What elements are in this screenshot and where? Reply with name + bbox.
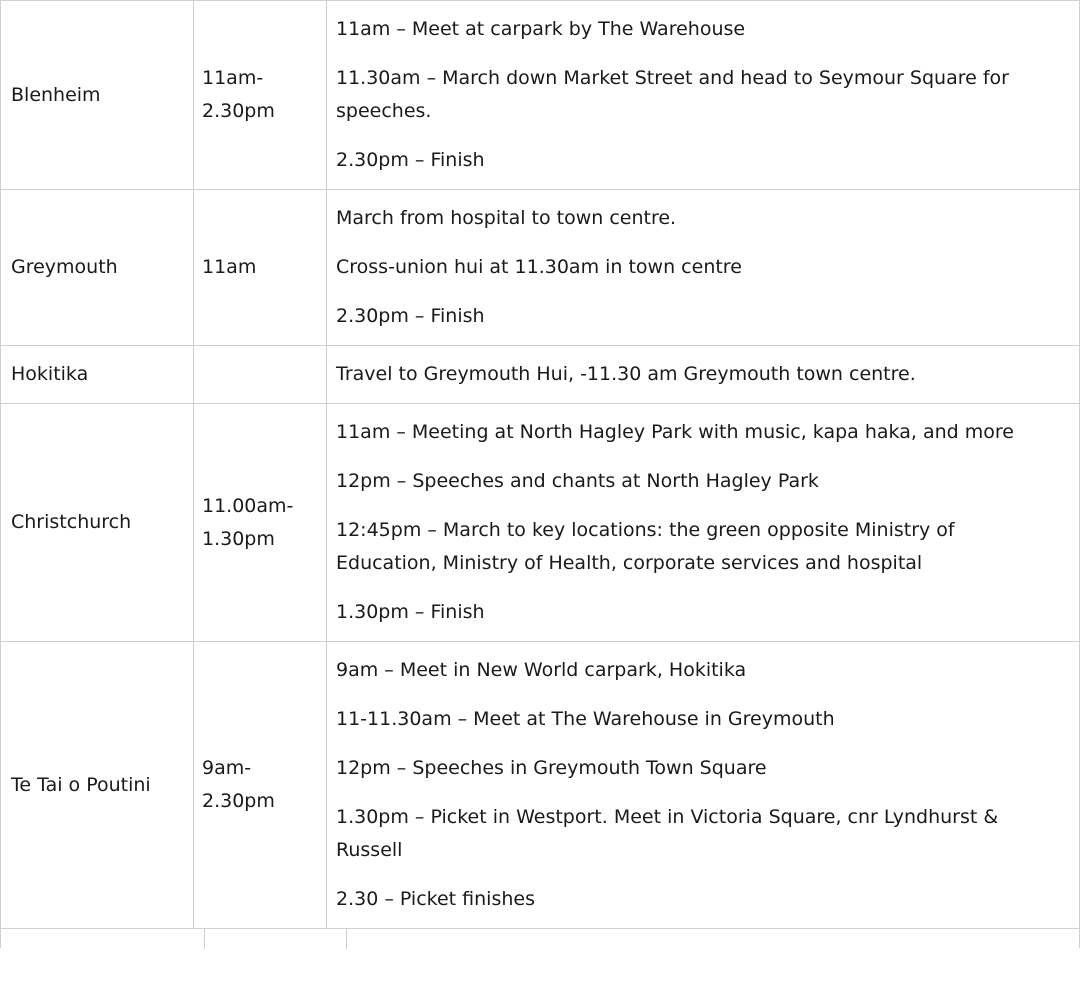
detail-line: 11am – Meet at carpark by The Warehouse	[336, 18, 746, 40]
details-cell	[327, 642, 1079, 928]
time-label: 11.00am-	[202, 494, 294, 517]
location-cell	[1, 346, 194, 403]
detail-line: 12pm – Speeches in Greymouth Town Square	[336, 757, 767, 779]
detail-line: 11-11.30am – Meet at The Warehouse in Greymouth	[336, 708, 835, 730]
table-row	[1, 403, 1079, 641]
time-label: 11am	[202, 256, 257, 278]
details-cell	[327, 1, 1079, 189]
time-label: 9am-	[202, 757, 252, 779]
details-cell	[327, 190, 1079, 345]
detail-line: 11am – Meeting at North Hagley Park with music, kapa haka, and more	[336, 421, 1014, 443]
detail-line: 11.30am – March down Market Street and head to Seymour Square for speeches.	[336, 67, 1009, 122]
location-cell	[1, 642, 194, 928]
location-label: Te Tai o Poutini	[11, 773, 151, 796]
time-label: 2.30pm	[202, 790, 275, 812]
time-label: 2.30pm	[202, 100, 275, 122]
detail-line: 2.30pm – Finish	[336, 149, 485, 171]
time-cell	[194, 404, 327, 641]
location-label: Blenheim	[11, 83, 101, 106]
location-cell	[1, 1, 194, 189]
time-cell	[194, 190, 327, 345]
location-label: Hokitika	[11, 363, 89, 385]
time-cell	[194, 346, 327, 403]
detail-line: Travel to Greymouth Hui, -11.30 am Greymouth town centre.	[336, 363, 916, 385]
details-cell	[327, 346, 1079, 403]
time-cell	[194, 1, 327, 189]
detail-line: Cross-union hui at 11.30am in town centre	[336, 256, 742, 278]
table-row-next	[1, 928, 1079, 948]
detail-line: 12pm – Speeches and chants at North Hagley Park	[336, 470, 819, 492]
time-cell	[194, 642, 327, 928]
location-cell	[1, 190, 194, 345]
detail-line: 2.30pm – Finish	[336, 305, 485, 327]
detail-line: 9am – Meet in New World carpark, Hokitika	[336, 659, 747, 681]
detail-line: 1.30pm – Finish	[336, 601, 485, 623]
detail-line: 2.30 – Picket finishes	[336, 888, 535, 910]
location-cell	[1, 404, 194, 641]
location-label: Christchurch	[11, 511, 132, 533]
time-label: 1.30pm	[202, 527, 275, 550]
table-row	[1, 345, 1079, 403]
table-row	[1, 189, 1079, 345]
details-cell	[327, 404, 1079, 641]
table-row	[1, 641, 1079, 928]
detail-line: 1.30pm – Picket in Westport. Meet in Victoria Square, cnr Lyndhurst & Russell	[336, 806, 999, 861]
table-row	[1, 0, 1079, 189]
time-label: 11am-	[202, 67, 264, 89]
location-label: Greymouth	[11, 256, 118, 278]
detail-line: 12:45pm – March to key locations: the green opposite Ministry of Education, Ministry of Health, corporate services and hospital	[336, 519, 955, 574]
detail-line: March from hospital to town centre.	[336, 207, 677, 229]
